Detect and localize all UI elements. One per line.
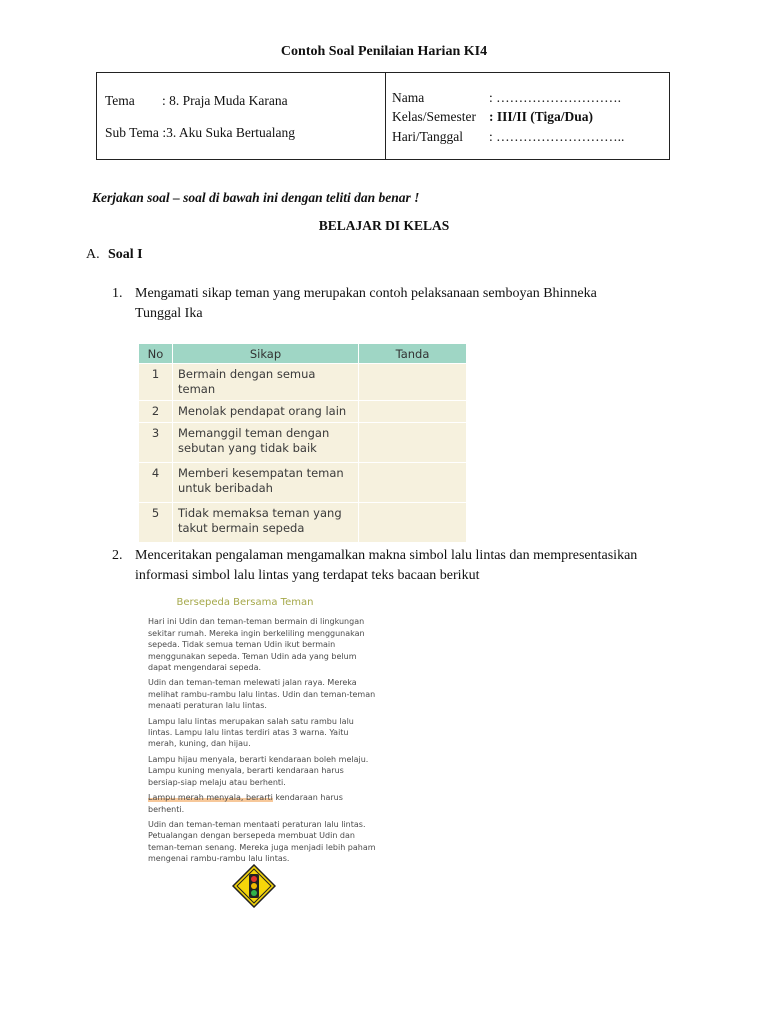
subtema-label: Sub Tema [105, 125, 159, 140]
kelas-row [392, 109, 593, 125]
reading-paragraph-highlighted [148, 792, 376, 815]
table-header: Sikap [173, 344, 359, 364]
question-2 [112, 546, 682, 586]
table-cell-tanda [359, 401, 467, 423]
question-number: 1. [112, 286, 123, 301]
table-cell-no: 1 [139, 364, 173, 401]
table-header: Tanda [359, 344, 467, 364]
reading-paragraph: Lampu hijau menyala, berarti kendaraan boleh melaju. Lampu kuning menyala, berarti kendaraan harus bersiap-siap melaju atau berhenti. [148, 754, 369, 787]
reading-text-rest: kendaraan harus berhenti. [148, 793, 343, 814]
reading-title: Bersepeda Bersama Teman [176, 597, 314, 608]
table-header-row [139, 344, 467, 364]
kelas-value: : III/II (Tiga/Dua) [489, 109, 594, 124]
question-text: Menceritakan pengalaman mengamalkan makna simbol lalu lintas dan mempresentasikan informasi simbol lalu lintas yang terdapat teks bacaan berikut [135, 548, 638, 583]
hari-value: : ……………………….. [489, 129, 625, 144]
table-row [139, 364, 467, 401]
subtema-row [105, 125, 295, 141]
soal-label: Soal I [108, 247, 143, 262]
page-title: Contoh Soal Penilaian Harian KI4 [280, 44, 488, 59]
table-cell-sikap: Menolak pendapat orang lain [173, 401, 359, 423]
table-cell-no: 3 [139, 423, 173, 463]
section-title: BELAJAR DI KELAS [318, 218, 450, 233]
instruction: Kerjakan soal – soal di bawah ini dengan teliti dan benar ! [92, 190, 420, 205]
soal-heading [86, 247, 143, 263]
table-cell-tanda [359, 423, 467, 463]
table-cell-tanda [359, 503, 467, 543]
soal-letter: A. [86, 247, 100, 262]
info-right [386, 73, 669, 159]
table-row [139, 401, 467, 423]
table-cell-no: 5 [139, 503, 173, 543]
kelas-label: Kelas/Semester [392, 109, 476, 124]
table-cell-sikap: Tidak memaksa teman yang takut bermain sepeda [173, 503, 359, 543]
hari-row [392, 129, 624, 145]
table-row [139, 423, 467, 463]
table-cell-no: 2 [139, 401, 173, 423]
subtema-value: :3. Aku Suka Bertualang [162, 125, 296, 140]
question-1 [112, 284, 642, 324]
table-cell-tanda [359, 364, 467, 401]
tema-label: Tema [105, 93, 135, 108]
question-number: 2. [112, 548, 123, 563]
reading-text-box [144, 597, 376, 869]
table-header: No [139, 344, 173, 364]
table-row [139, 463, 467, 503]
table-cell-sikap: Memanggil teman dengan sebutan yang tidak baik [173, 423, 359, 463]
traffic-light-sign-icon [232, 864, 276, 908]
table-cell-no: 4 [139, 463, 173, 503]
nama-row [392, 90, 621, 106]
table-cell-tanda [359, 463, 467, 503]
info-box [96, 72, 670, 160]
reading-paragraph: Udin dan teman-teman melewati jalan raya. Mereka melihat rambu-rambu lalu lintas. Udin dan teman-teman menaati peraturan lalu lintas. [148, 678, 376, 711]
tema-row [105, 93, 288, 109]
reading-paragraph: Udin dan teman-teman mentaati peraturan lalu lintas. Petualangan dengan bersepeda membuat Udin dan teman-teman senang. Mereka juga menjadi lebih paham mengenai rambu-rambu lalu lintas. [148, 819, 376, 864]
table-row [139, 503, 467, 543]
tema-value: : 8. Praja Muda Karana [162, 93, 288, 108]
reading-paragraph: Hari ini Udin dan teman-teman bermain di lingkungan sekitar rumah. Mereka ingin berkeliling menggunakan sepeda. Tidak semua teman Udin ikut bermain menggunakan sepeda. Teman Udin ada yang belum dapat mengendarai sepeda. [148, 617, 365, 673]
nama-value: : ………………………. [489, 90, 622, 105]
table-cell-sikap: Memberi kesempatan teman untuk beribadah [173, 463, 359, 503]
attitude-table [138, 343, 467, 543]
table-cell-sikap: Bermain dengan semua teman [173, 364, 359, 401]
nama-label: Nama [392, 90, 425, 105]
highlighted-text: Lampu merah menyala, berarti [148, 793, 273, 803]
info-left [97, 73, 386, 159]
reading-paragraph: Lampu lalu lintas merupakan salah satu rambu lalu lintas. Lampu lalu lintas terdiri atas 3 warna. Yaitu merah, kuning, dan hijau. [148, 716, 354, 749]
question-text: Mengamati sikap teman yang merupakan contoh pelaksanaan semboyan Bhinneka Tunggal Ika [135, 286, 597, 321]
hari-label: Hari/Tanggal [392, 129, 464, 144]
